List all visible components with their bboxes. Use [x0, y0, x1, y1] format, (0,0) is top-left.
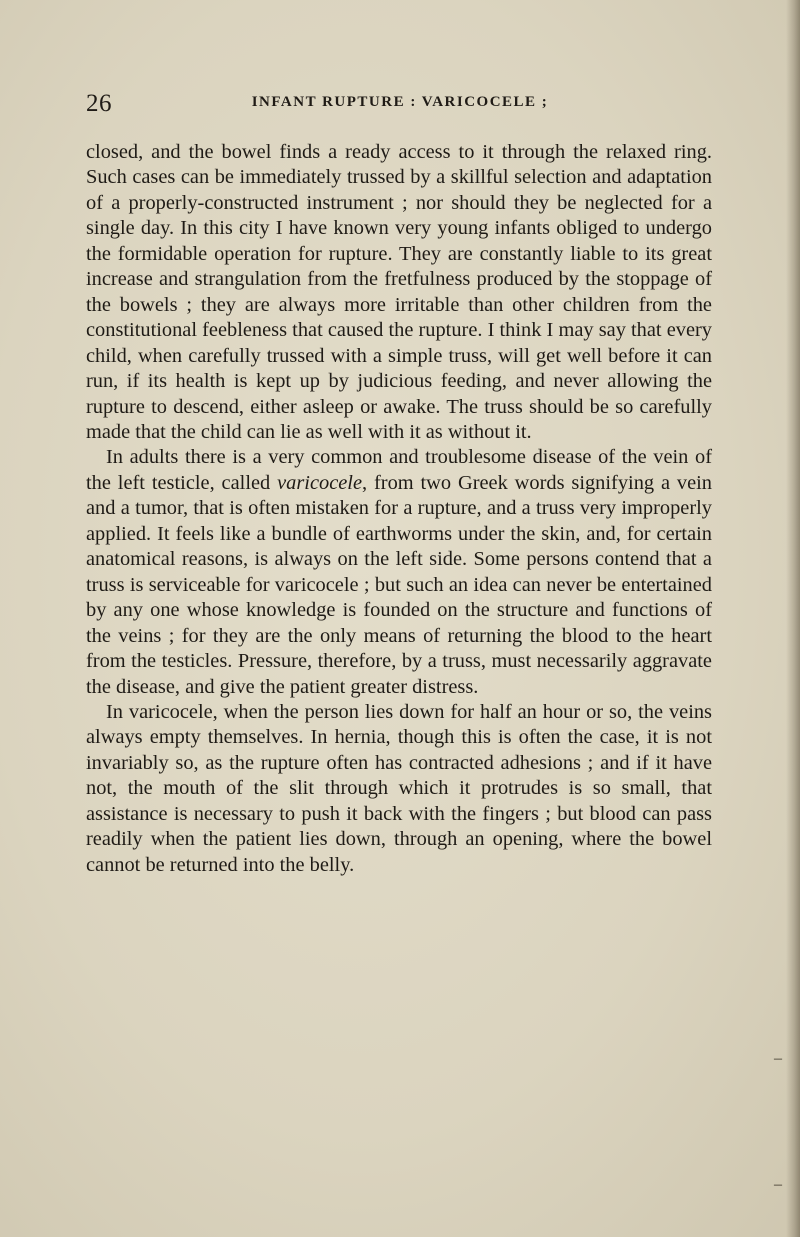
paragraph-2-text-after: , from two Greek words signifying a vein and a tumor, that is often mistaken for a rupture, and a truss very improperly applied. It feels like a bundle of earthworms under the skin, and, for certain anatomical reasons, is always on the left side. Some persons contend that a truss is serviceable for varicocele ; but such an idea can never be entertained by any one whose knowledge is founded on the structure and functions of the veins ; for they are the only means of returning the blood to the heart from the testicles. Pressure, therefore, by a truss, must necessarily aggravate the disease, and give the patient greater distress. — [86, 471, 712, 698]
page-edge-shadow — [786, 0, 800, 1237]
paragraph-3: In varicocele, when the person lies down for half an hour or so, the veins always empty themselves. In hernia, though this is often the case, it is not invariably so, as the rupture often has contracted adhesions ; and if it have not, the mouth of the slit through which it protrudes is so small, that assistance is necessary to push it back with the fingers ; but blood can pass readily when the patient lies down, through an opening, where the bowel cannot be returned into the belly. — [86, 700, 712, 876]
paragraph-1: closed, and the bowel finds a ready access to it through the relaxed ring. Such cases can be immediately trussed by a skillful selection and adaptation of a properly-constructed instrument ; nor should they be neglected for a single day. In this city I have known very young infants obliged to undergo the formidable operation for rupture. They are constantly liable to its great increase and strangulation from the fretfulness produced by the stoppage of the bowels ; they are always more irritable than other children from the constitutional feebleness that caused the rupture. I think I may say that every child, when carefully trussed with a simple truss, will get well before it can run, if its health is kept up by judicious feeding, and never allowing the rupture to descend, either asleep or awake. The truss should be so carefully made that the child can lie as well with it as without it. — [86, 141, 712, 443]
paragraph-2-text-before: In adults there is a very common and troublesome disease of the vein of the left testicle, called — [86, 446, 712, 494]
page-number: 26 — [86, 90, 112, 117]
margin-mark: – — [774, 1176, 782, 1193]
body-text — [86, 140, 712, 878]
paragraph-2 — [86, 445, 712, 700]
running-head: INFANT RUPTURE : VARICOCELE ; — [251, 94, 549, 110]
page-header — [86, 90, 714, 120]
paragraph-2-emphasis: varicocele — [277, 471, 363, 494]
margin-mark: – — [774, 1050, 782, 1067]
